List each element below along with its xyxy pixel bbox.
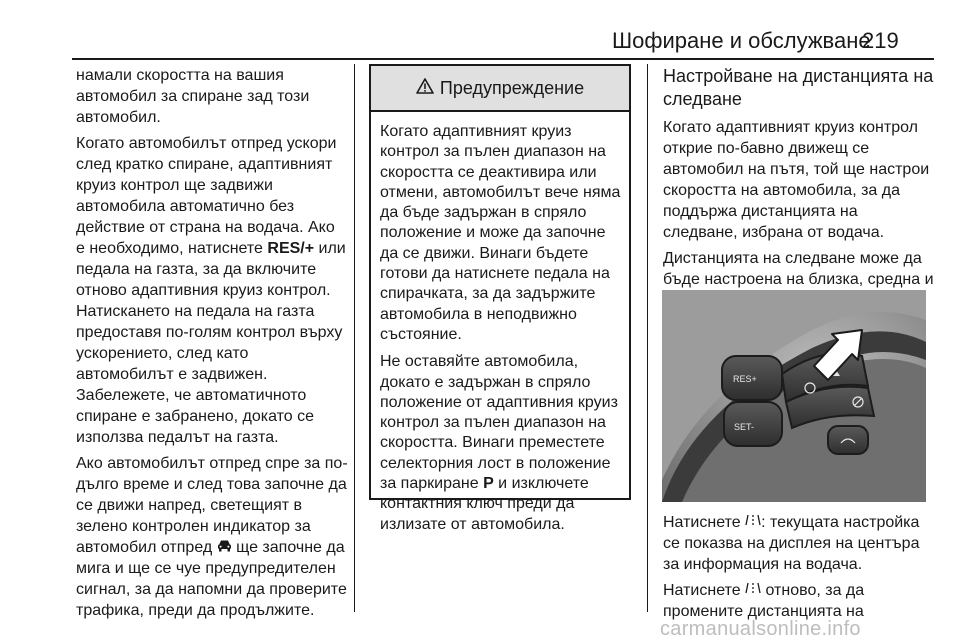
follow-distance-icon (745, 580, 761, 601)
column-right (663, 65, 935, 316)
text: : текущата настройка се показва на дисплея на центъра за информация на водача. (663, 514, 920, 573)
warning-header (371, 66, 629, 112)
column-left (76, 65, 348, 626)
column-right-bottom (663, 512, 935, 627)
text: Ако автомобилът отпред спре за по-дълго време и след това започне да се движи напред, светещият в зелено контролен индикатор за автомобил отпред (76, 455, 348, 556)
page-header (0, 0, 960, 56)
paragraph: Дистанцията на следване може да бъде настроена на близка, средна и (663, 250, 934, 288)
text: или педала на газта, за да включите отново адаптивния круиз контрол. Натискането на педала на газта предоставя по-голям контрол върху ускорението, след като автомобилът е задвижен. Забележете, че автоматичното спиране е забранено, докато се използва педалът на газта. (76, 240, 346, 446)
section-heading: Настройване на дистанцията на следване (663, 66, 934, 109)
paragraph (76, 133, 348, 448)
header-rule (72, 58, 934, 60)
paragraph: Когато адаптивният круиз контрол за пълен диапазон на скоростта се деактивира или отмени, автомобилът вече няма да бъде задържан в спряло положение и може да започне да се движи. Винаги бъдете готови да натиснете педала на спирачката, за да задържите автомобила в неподвижно състояние. (380, 123, 621, 343)
warning-body (371, 112, 629, 535)
follow-distance-icon (745, 512, 761, 533)
text: Натиснете (663, 514, 746, 531)
text: ще започне да мига и ще се чуе предупредителен сигнал, за да напомни да проверите трафика, преди да продължите. (76, 539, 347, 619)
car-ahead-indicator-icon (217, 537, 232, 558)
paragraph (76, 453, 348, 621)
page-number: 219 (862, 28, 899, 53)
paragraph (380, 352, 622, 535)
park-p-label: P (483, 475, 494, 493)
paragraph (663, 512, 935, 575)
steering-wheel-controls-image (662, 290, 926, 502)
text: Когато автомобилът отпред ускори след кратко спиране, адаптивният круиз контрол ще задвижи автомобила автоматично без действие от страна на водача. Ако е необходимо, натиснете (76, 135, 337, 257)
text: и изключете контактния ключ преди да излизате от автомобила. (380, 475, 589, 533)
text: отново, за да промените дистанцията на (663, 582, 865, 620)
warning-triangle-icon (416, 78, 440, 99)
warning-title: Предупреждение (439, 77, 585, 98)
watermark: carmanualsonline.info (660, 618, 861, 640)
set-minus-button-label: SET- (734, 422, 755, 432)
paragraph (663, 580, 935, 622)
text: Не оставяйте автомобила, докато е задържан в спряло положение от адаптивния круиз контрол за пълен диапазон на скоростта. Винаги преместете селекторния лост в положение за паркиране (380, 353, 618, 493)
paragraph: Когато адаптивният круиз контрол открие по-бавно движещ се автомобил на пътя, той ще настрои скоростта на автомобила, за да поддържа дистанцията на следване, избрана от водача. (663, 119, 930, 241)
section-title: Шофиране и обслужване (612, 28, 871, 53)
warning-box (369, 64, 631, 533)
res-plus-button-label: RES+ (733, 374, 757, 384)
paragraph: намали скоростта на вашия автомобил за спиране зад този автомобил. (76, 67, 310, 126)
column-divider-left (354, 64, 355, 612)
column-divider-right (647, 64, 648, 612)
res-plus-label: RES/+ (267, 240, 315, 257)
text: Натиснете (663, 582, 746, 599)
